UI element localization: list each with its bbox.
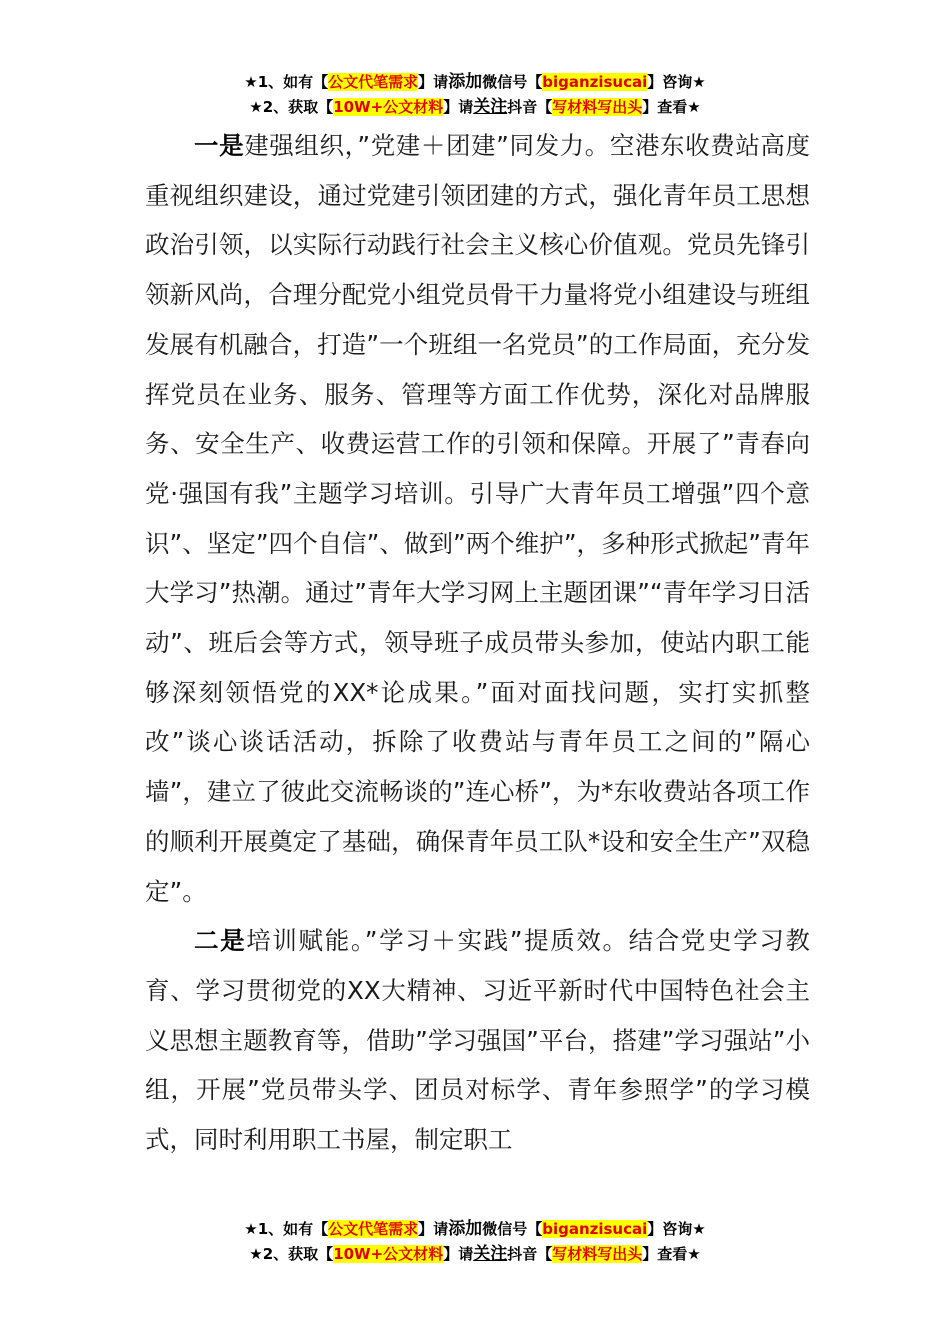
banner-text: 2、获取【 xyxy=(262,1245,334,1263)
paragraph-1 xyxy=(145,121,810,916)
banner-text: 】请 xyxy=(443,1245,474,1263)
banner-line-1 xyxy=(0,1217,950,1242)
paragraph-lead: 二是 xyxy=(194,926,247,956)
banner-text: 2、获取【 xyxy=(262,98,334,116)
highlight-text: 公文代笔需求 xyxy=(328,73,419,91)
banner-emphasis: 关注 xyxy=(473,1244,508,1264)
highlight-text: 写材料写出头 xyxy=(552,1245,643,1263)
banner-line-2 xyxy=(0,1242,950,1267)
highlight-text: biganzisucai xyxy=(542,1220,648,1238)
paragraph-2 xyxy=(145,916,810,1165)
banner-line-2 xyxy=(0,95,950,120)
banner-text: 1、如有【 xyxy=(257,1220,329,1238)
star-icon: ★ xyxy=(244,1220,258,1238)
banner-line-1 xyxy=(0,70,950,95)
paragraph-text: 建强组织，”党建＋团建”同发力。空港东收费站高度重视组织建设，通过党建引领团建的方式，强化青年员工思想政治引领，以实际行动践行社会主义核心价值观。党员先锋引领新风尚，合理分配党小组党员骨干力量将党小组建设与班组发展有机融合，打造”一个班组一名党员”的工作局面，充分发挥党员在业务、服务、管理等方面工作优势，深化对品牌服务、安全生产、收费运营工作的引领和保障。开展了”青春向党·强国有我”主题学习培训。引导广大青年员工增强”四个意识”、坚定”四个自信”、做到”两个维护”，多种形式掀起”青年大学习”热潮。通过”青年大学习网上主题团课”“青年学习日活动”、班后会等方式，领导班子成员带头参加，使站内职工能够深刻领悟党的XX*论成果。”面对面找问题，实打实抓整改”谈心谈话活动，拆除了收费站与青年员工之间的”隔心墙”，建立了彼此交流畅谈的”连心桥”，为*东收费站各项工作的顺利开展奠定了基础，确保青年员工队*设和安全生产”双稳定”。 xyxy=(145,131,811,906)
document-body xyxy=(145,121,810,1165)
paragraph-text: 培训赋能。”学习＋实践”提质效。结合党史学习教育、学习贯彻党的XX大精神、习近平新时代中国特色社会主义思想主题教育等，借助”学习强国”平台，搭建”学习强站”小组，开展”党员带头学、团员对标学、青年参照学”的学习模式，同时利用职工书屋，制定职工 xyxy=(145,926,810,1155)
banner-text: 微信号【 xyxy=(482,73,543,91)
banner-text: 】查看★ xyxy=(642,1245,701,1263)
banner-text: 】查看★ xyxy=(642,98,701,116)
header-banner xyxy=(0,70,950,120)
banner-text: 抖音【 xyxy=(507,98,553,116)
banner-text: 微信号【 xyxy=(482,1220,543,1238)
banner-text: 1、如有【 xyxy=(257,73,329,91)
star-icon: ★ xyxy=(249,1245,263,1263)
highlight-text: 公文代笔需求 xyxy=(328,1220,419,1238)
footer-banner xyxy=(0,1217,950,1267)
highlight-text: 10W+公文材料 xyxy=(333,1245,444,1263)
highlight-text: biganzisucai xyxy=(542,73,648,91)
banner-emphasis: 关注 xyxy=(473,97,508,117)
banner-text: 抖音【 xyxy=(507,1245,553,1263)
highlight-text: 写材料写出头 xyxy=(552,98,643,116)
banner-text: 】请 xyxy=(443,98,474,116)
banner-text: 】请 xyxy=(418,1220,449,1238)
highlight-text: 10W+公文材料 xyxy=(333,98,444,116)
banner-emphasis: 添加 xyxy=(448,1219,483,1239)
star-icon: ★ xyxy=(244,73,258,91)
banner-text: 】咨询★ xyxy=(647,1220,706,1238)
star-icon: ★ xyxy=(249,98,263,116)
paragraph-lead: 一是 xyxy=(194,131,245,160)
banner-emphasis: 添加 xyxy=(448,72,483,92)
banner-text: 】咨询★ xyxy=(647,73,706,91)
banner-text: 】请 xyxy=(418,73,449,91)
